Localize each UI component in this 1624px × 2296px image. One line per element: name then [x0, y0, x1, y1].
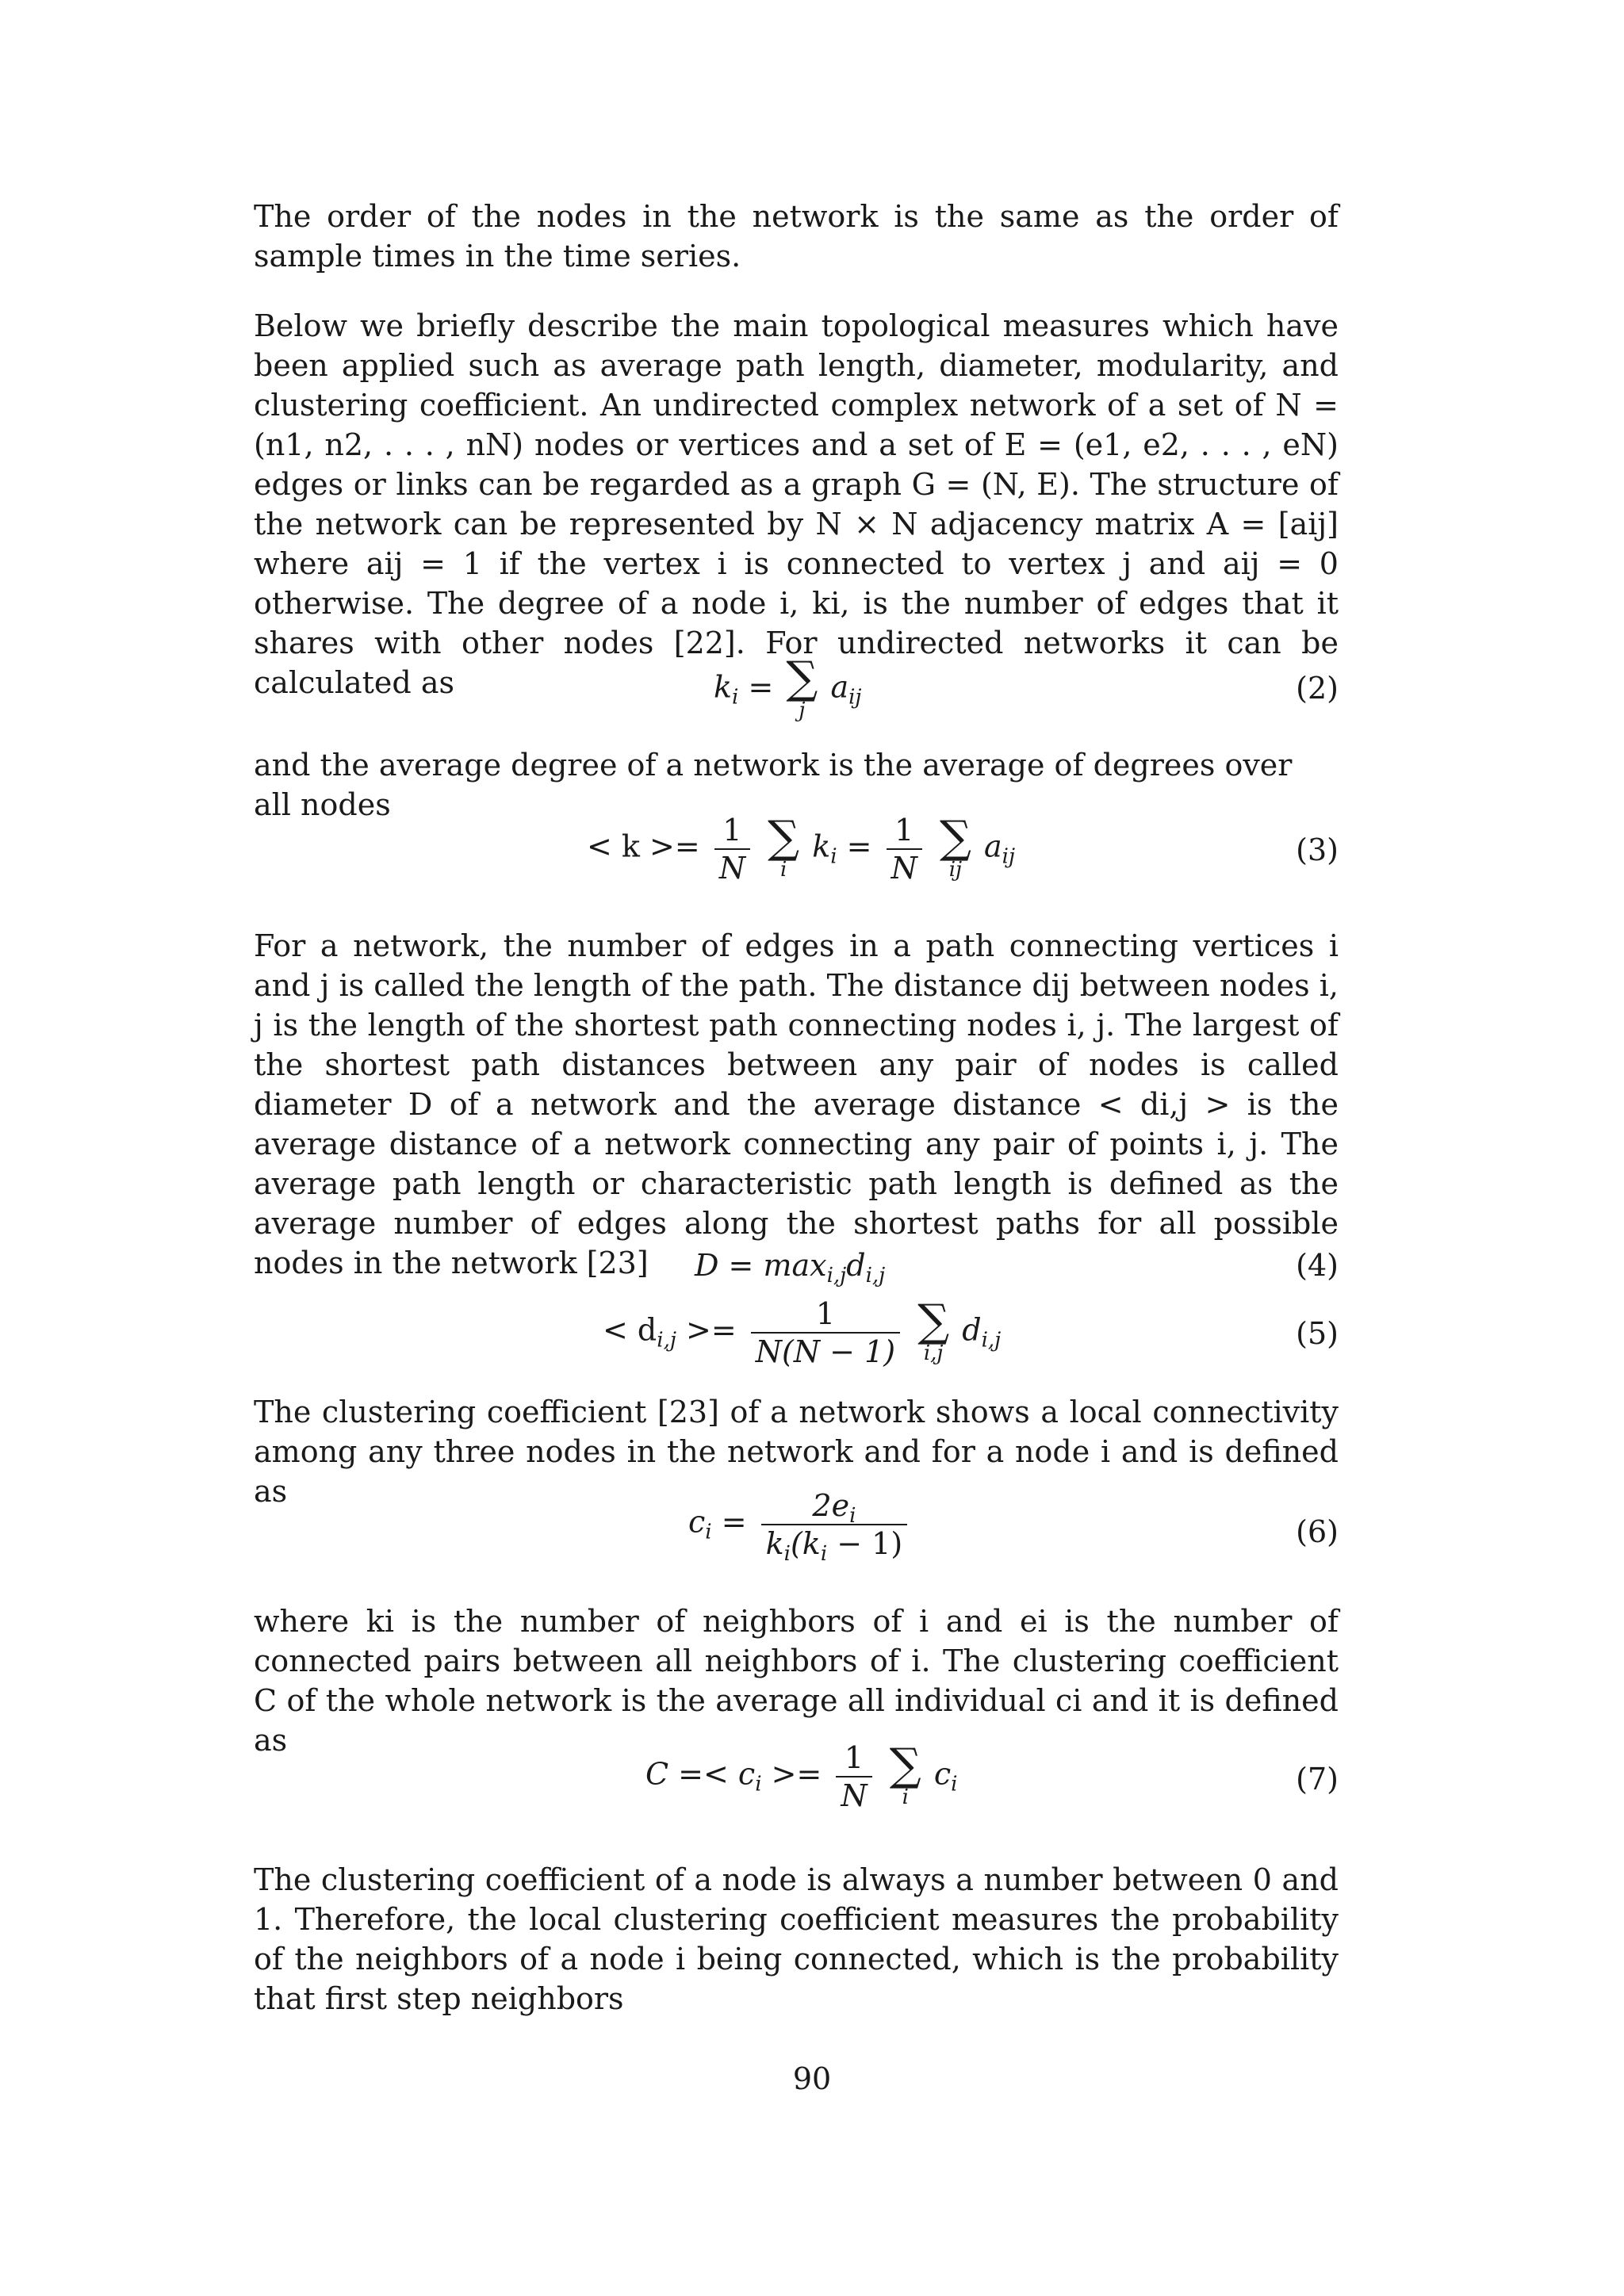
equation-body: < $d_{i,j}$ >= $\frac{1}{N(N - 1)}$ ∑ i,j $d_{i,j}$ — [603, 1295, 1002, 1369]
paragraph-text: The clustering coefficient of a node is always a number between 0 and 1. Therefore, the local clustering coefficient measures the probability of the neighbors of a node i being connected, which is the probability that first step neighbors — [254, 1862, 1339, 2016]
paragraph-2 — [254, 306, 1339, 702]
equation-body: $k_i$ = ∑ j $a_{ij}$ — [714, 652, 862, 722]
equation-3 — [254, 812, 1339, 886]
paragraph-1 — [254, 197, 1339, 276]
equation-4 — [254, 1248, 1339, 1295]
equation-number: (5) — [1296, 1316, 1339, 1351]
paragraph-7 — [254, 1860, 1339, 2019]
paragraph-text: For a network, the number of edges in a path connecting vertices i and j is called the length of the path. The distance dij between nodes i, j is the length of the shortest path connecting nodes i, j. The largest of the shortest path distances between any pair of nodes is called diameter D of a network and the average distance < di,j > is the average distance of a network connecting any pair of points i, j. The average path length or characteristic path length is defined as the average number of edges along the shortest paths for all possible nodes in the network [23] — [254, 928, 1339, 1280]
paragraph-6 — [254, 1601, 1339, 1760]
equation-number: (4) — [1296, 1248, 1339, 1283]
equation-number: (6) — [1296, 1514, 1339, 1549]
paragraph-text: and the average degree of a network is the average of degrees over all nodes — [254, 748, 1293, 822]
equation-number: (3) — [1296, 832, 1339, 867]
equation-number: (7) — [1296, 1762, 1339, 1797]
equation-6 — [254, 1488, 1339, 1566]
equation-body: < k >= $\frac{1}{N}$ ∑ i $k_i$ = $\frac{1}{N}$ ∑ ij $a_{ij}$ — [587, 812, 1016, 886]
equation-body: $D = \max_{i,j}d_{i,j}$ — [695, 1248, 886, 1288]
equation-body: $c_i$ = $\frac{2e_i}{k_i(k_i - 1)}$ — [688, 1487, 912, 1562]
paragraph-text: Below we briefly describe the main topological measures which have been applied such as average path length, diameter, modularity, and clustering coefficient. An undirected complex network of a set of N = (n1, n2, . . . , nN) nodes or vertices and a set of E = (e1, e2, . . . , eN) edges or links can be regarded as a graph G = (N, E). The structure of the network can be represented by N × N adjacency matrix A = [aij] where aij = 1 if the vertex i is connected to vertex j and aij = 0 otherwise. The degree of a node i, ki, is the number of edges that it shares with other nodes [22]. For undirected networks it can be calculated as — [254, 308, 1339, 700]
equation-2 — [254, 652, 1339, 722]
paragraph-4 — [254, 926, 1339, 1288]
equation-5 — [254, 1295, 1339, 1369]
equation-number: (2) — [1296, 671, 1339, 706]
equation-7 — [254, 1739, 1339, 1813]
paragraph-text: The order of the nodes in the network is the same as the order of sample times in the time series. — [254, 199, 1339, 274]
paragraph-text: where ki is the number of neighbors of i and ei is the number of connected pairs between all neighbors of i. The clustering coefficient C of the whole network is the average all individual ci and it is defined as — [254, 1604, 1339, 1758]
equation-body: $C =< c_i$ >= $\frac{1}{N}$ ∑ i $c_i$ — [645, 1739, 958, 1813]
page-number: 90 — [792, 2061, 832, 2096]
paragraph-text: The clustering coefficient [23] of a network shows a local connectivity among any three nodes in the network and for a node i and is defined as — [254, 1395, 1339, 1509]
